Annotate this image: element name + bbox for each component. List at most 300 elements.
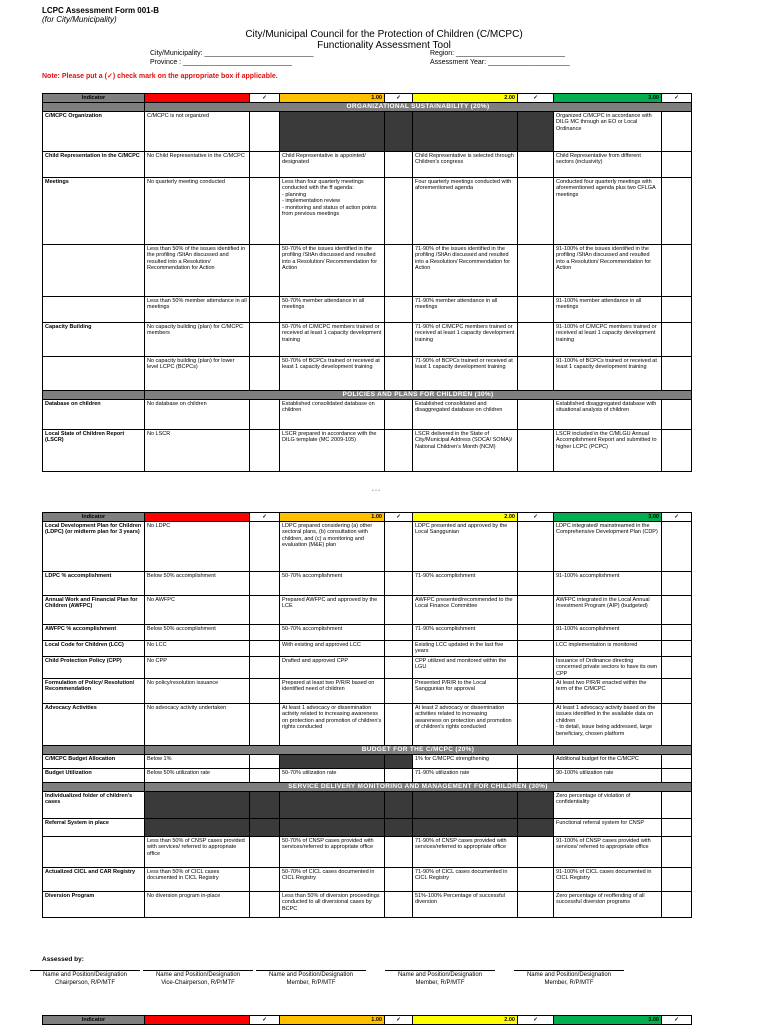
checkbox-cell[interactable] bbox=[250, 769, 280, 783]
criteria-cell: Less than 50% of CICL cases documented in CICL Registry bbox=[145, 868, 250, 892]
indicator-cell: Local State of Children Report (LSCR) bbox=[43, 430, 145, 472]
criteria-cell: Below 50% utilization rate bbox=[145, 769, 250, 783]
checkbox-cell[interactable] bbox=[250, 178, 280, 245]
header-check: ✓ bbox=[518, 513, 554, 522]
checkbox-cell[interactable] bbox=[518, 868, 554, 892]
criteria-cell: 91-100% of CNSP cases provided with services/ referred to appropriate office bbox=[554, 837, 662, 868]
checkbox-cell[interactable] bbox=[518, 178, 554, 245]
criteria-cell: 71-90% accomplishment bbox=[413, 572, 518, 596]
checkbox-cell[interactable] bbox=[250, 596, 280, 625]
criteria-cell: Organized C/MCPC in accordance with DILG MC through an EO or Local Ordinance bbox=[554, 112, 662, 152]
criteria-cell bbox=[413, 792, 518, 819]
header-check: ✓ bbox=[662, 513, 692, 522]
header-check: ✓ bbox=[250, 94, 280, 103]
indicator-cell: Child Representation in the C/MCPC bbox=[43, 152, 145, 178]
header-check: ✓ bbox=[385, 513, 413, 522]
assessment-table-page-2 bbox=[42, 512, 692, 918]
criteria-cell: 91-100% member attendance in all meetings bbox=[554, 297, 662, 323]
indicator-cell: Advocacy Activities bbox=[43, 704, 145, 746]
header-check: ✓ bbox=[662, 1016, 692, 1025]
criteria-cell: No AWFPC bbox=[145, 596, 250, 625]
table-row bbox=[43, 400, 692, 430]
criteria-cell: 50-70% member attendance in all meetings bbox=[280, 297, 385, 323]
checkbox-cell[interactable] bbox=[662, 892, 692, 918]
checkbox-cell[interactable] bbox=[250, 837, 280, 868]
signatory-name-label: Name and Position/Designation bbox=[526, 972, 612, 978]
checkbox-cell[interactable] bbox=[518, 641, 554, 657]
signature-slot bbox=[256, 970, 366, 987]
checkbox-cell[interactable] bbox=[250, 704, 280, 746]
criteria-cell: Presented P/R/R to the Local Sanggunian for approval bbox=[413, 679, 518, 704]
checkbox-cell[interactable] bbox=[250, 868, 280, 892]
criteria-cell: 91-100% accomplishment bbox=[554, 625, 662, 641]
header-score-red bbox=[145, 513, 250, 522]
indicator-cell: LDPC % accomplishment bbox=[43, 572, 145, 596]
header-score-3: 3.00 bbox=[554, 1016, 662, 1025]
table-row bbox=[43, 178, 692, 245]
table-row bbox=[43, 641, 692, 657]
checkbox-cell[interactable] bbox=[250, 656, 280, 678]
checkbox-cell[interactable] bbox=[662, 430, 692, 472]
checkbox-cell[interactable] bbox=[662, 522, 692, 572]
checkbox-cell[interactable] bbox=[385, 892, 413, 918]
header-check: ✓ bbox=[518, 94, 554, 103]
criteria-cell: 71-90% accomplishment bbox=[413, 625, 518, 641]
criteria-cell: Below 1% bbox=[145, 755, 250, 769]
indicator-cell: Formulation of Policy/ Resolution/ Recommendation bbox=[43, 679, 145, 704]
criteria-cell: Established consolidated database on children bbox=[280, 400, 385, 430]
checkbox-cell[interactable] bbox=[385, 152, 413, 178]
checkbox-cell[interactable] bbox=[250, 112, 280, 152]
section-organizational-sustainability bbox=[43, 103, 692, 112]
criteria-cell: At least 1 advocacy activity based on the issues identified in the available data on children - to detail, issue being addressed, large beneficiary, chosen platform bbox=[554, 704, 662, 746]
section-policies-and-plans bbox=[43, 391, 692, 400]
header-score-2: 2.00 bbox=[413, 1016, 518, 1025]
header-check: ✓ bbox=[518, 1016, 554, 1025]
checkbox-cell[interactable] bbox=[250, 245, 280, 297]
checkbox-cell[interactable] bbox=[662, 769, 692, 783]
checkbox-cell[interactable] bbox=[662, 868, 692, 892]
criteria-cell: 71-90% of C/MCPC members trained or received at least 1 capacity development training bbox=[413, 323, 518, 357]
checkbox-cell[interactable] bbox=[250, 679, 280, 704]
header-indicator: Indicator bbox=[43, 94, 145, 103]
indicator-cell bbox=[43, 837, 145, 868]
header-score-red bbox=[145, 94, 250, 103]
province-field: Province : ____________________________ bbox=[150, 59, 293, 66]
checkbox-cell[interactable] bbox=[250, 819, 280, 837]
criteria-cell: Additional budget for the C/MCPC bbox=[554, 755, 662, 769]
checkbox-cell[interactable] bbox=[518, 245, 554, 297]
checkbox-cell[interactable] bbox=[662, 400, 692, 430]
indicator-cell: Child Protection Policy (CPP) bbox=[43, 656, 145, 678]
section-service-delivery bbox=[43, 783, 692, 792]
header-check: ✓ bbox=[662, 94, 692, 103]
checkbox-cell[interactable] bbox=[662, 755, 692, 769]
checkbox-cell[interactable] bbox=[250, 792, 280, 819]
criteria-cell: Below 50% accomplishment bbox=[145, 572, 250, 596]
checkbox-cell[interactable] bbox=[250, 152, 280, 178]
section-spacer bbox=[43, 103, 145, 112]
criteria-cell: 50-70% accomplishment bbox=[280, 572, 385, 596]
table-row bbox=[43, 769, 692, 783]
table-row bbox=[43, 596, 692, 625]
checkbox-cell[interactable] bbox=[518, 152, 554, 178]
checkbox-cell[interactable] bbox=[250, 297, 280, 323]
assessed-by-label: Assessed by: bbox=[42, 956, 84, 963]
header-score-3: 3.00 bbox=[554, 94, 662, 103]
checkbox-cell[interactable] bbox=[385, 572, 413, 596]
checkbox-cell[interactable] bbox=[385, 178, 413, 245]
checkbox-cell[interactable] bbox=[385, 868, 413, 892]
checkbox-cell[interactable] bbox=[250, 357, 280, 391]
criteria-cell: At least 2 advocacy or dissemination activities related to increasing awareness on protection and promotion of children's rights conducted bbox=[413, 704, 518, 746]
table-header-row bbox=[43, 94, 692, 103]
criteria-cell: No capacity building (plan) for lower level LCPC (BCPCs) bbox=[145, 357, 250, 391]
checkbox-cell[interactable] bbox=[662, 152, 692, 178]
criteria-cell: 51%-100% Percentage of successful diversion bbox=[413, 892, 518, 918]
checkbox-cell[interactable] bbox=[518, 430, 554, 472]
criteria-cell: LDPC integrated/ mainstreamed in the Comprehensive Development Plan (CDP) bbox=[554, 522, 662, 572]
signature-slot bbox=[143, 970, 253, 987]
checkbox-cell[interactable] bbox=[385, 837, 413, 868]
checkbox-cell[interactable] bbox=[385, 755, 413, 769]
criteria-cell: 91-100% accomplishment bbox=[554, 572, 662, 596]
criteria-cell: 91-100% of BCPCs trained or received at least 1 capacity development training bbox=[554, 357, 662, 391]
criteria-cell bbox=[280, 792, 385, 819]
checkbox-cell[interactable] bbox=[662, 656, 692, 678]
table-row bbox=[43, 819, 692, 837]
indicator-cell: Budget Utilization bbox=[43, 769, 145, 783]
checkbox-cell[interactable] bbox=[662, 297, 692, 323]
checkbox-cell[interactable] bbox=[518, 323, 554, 357]
header-indicator: Indicator bbox=[43, 513, 145, 522]
section-budget bbox=[43, 746, 692, 755]
checkbox-cell[interactable] bbox=[518, 522, 554, 572]
indicator-cell: C/MCPC Organization bbox=[43, 112, 145, 152]
indicator-cell: AWFPC % accomplishment bbox=[43, 625, 145, 641]
page-marker: • • • bbox=[372, 488, 381, 494]
criteria-cell: 71-90% of BCPCs trained or received at least 1 capacity development training bbox=[413, 357, 518, 391]
checkbox-cell[interactable] bbox=[385, 522, 413, 572]
checkbox-cell[interactable] bbox=[250, 641, 280, 657]
header-check: ✓ bbox=[250, 513, 280, 522]
criteria-cell: Zero percentage of reoffending of all successful diversion programs bbox=[554, 892, 662, 918]
table-row bbox=[43, 112, 692, 152]
checkbox-cell[interactable] bbox=[518, 679, 554, 704]
header-indicator: Indicator bbox=[43, 1016, 145, 1025]
indicator-cell: Referral System in place bbox=[43, 819, 145, 837]
criteria-cell: Child Representative is appointed/ designated bbox=[280, 152, 385, 178]
signature-slot bbox=[30, 970, 140, 987]
table-row bbox=[43, 323, 692, 357]
signatory-role: Member, R/P/MTF bbox=[544, 979, 594, 986]
criteria-cell: 50-70% accomplishment bbox=[280, 625, 385, 641]
checkbox-cell[interactable] bbox=[518, 572, 554, 596]
signatory-role: Member, R/P/MTF bbox=[415, 979, 465, 986]
signature-line bbox=[143, 970, 253, 971]
criteria-cell: 71-90% member attendance in all meetings bbox=[413, 297, 518, 323]
signatory-name-label: Name and Position/Designation bbox=[268, 972, 354, 978]
criteria-cell: 71-90% of the issues identified in the profiling /SItAn discussed and resulted into a Resolution/ Recommendation for Action bbox=[413, 245, 518, 297]
section-title: SERVICE DELIVERY MONITORING AND MANAGEMENT FOR CHILDREN (30%) bbox=[145, 783, 692, 792]
section-spacer bbox=[43, 391, 145, 400]
checkbox-cell[interactable] bbox=[385, 819, 413, 837]
header-score-1: 1.00 bbox=[280, 513, 385, 522]
indicator-cell: Diversion Program bbox=[43, 892, 145, 918]
criteria-cell: Less than 50% of the issues identified in the profiling /SItAn discussed and resulted into a Resolution/ Recommendation for Action bbox=[145, 245, 250, 297]
checkbox-cell[interactable] bbox=[662, 704, 692, 746]
checkbox-cell[interactable] bbox=[518, 704, 554, 746]
checkbox-cell[interactable] bbox=[385, 400, 413, 430]
criteria-cell bbox=[280, 819, 385, 837]
checkbox-cell[interactable] bbox=[250, 755, 280, 769]
signature-slot bbox=[514, 970, 624, 987]
table-row bbox=[43, 792, 692, 819]
indicator-cell: Local Development Plan for Children (LDPC) (or midterm plan for 3 years) bbox=[43, 522, 145, 572]
criteria-cell: CPP utilized and monitored within the LGU bbox=[413, 656, 518, 678]
table-row bbox=[43, 357, 692, 391]
table-row bbox=[43, 430, 692, 472]
signatory-role: Chairperson, R/P/MTF bbox=[54, 979, 115, 986]
table-row bbox=[43, 892, 692, 918]
criteria-cell: LSCR prepared in accordance with the DILG template (MC 2009-105) bbox=[280, 430, 385, 472]
checkbox-cell[interactable] bbox=[662, 641, 692, 657]
checkbox-cell[interactable] bbox=[385, 297, 413, 323]
header-score-1: 1.00 bbox=[280, 1016, 385, 1025]
criteria-cell: Drafted and approved CPP bbox=[280, 656, 385, 678]
table-row bbox=[43, 245, 692, 297]
assessment-table-page-1 bbox=[42, 93, 692, 472]
checkbox-cell[interactable] bbox=[518, 892, 554, 918]
checkbox-cell[interactable] bbox=[662, 819, 692, 837]
checkbox-cell[interactable] bbox=[385, 112, 413, 152]
criteria-cell: Zero percentage of violation of confidentiality bbox=[554, 792, 662, 819]
checkbox-cell[interactable] bbox=[385, 625, 413, 641]
criteria-cell: AWFPC integrated in the Local Annual Investment Program (AIP) (budgeted) bbox=[554, 596, 662, 625]
criteria-cell: At least 1 advocacy or dissemination activity related to increasing awareness on protection and promotion of children's rights conducted bbox=[280, 704, 385, 746]
criteria-cell: Prepared at least two P/R/R based on identified need of children bbox=[280, 679, 385, 704]
criteria-cell: 91-100% of the issues identified in the profiling /SItAn discussed and resulted into a Resolution/ Recommendation for Action bbox=[554, 245, 662, 297]
checkbox-cell[interactable] bbox=[385, 656, 413, 678]
table-row bbox=[43, 297, 692, 323]
criteria-cell: No LSCR bbox=[145, 430, 250, 472]
checkbox-cell[interactable] bbox=[518, 400, 554, 430]
checkbox-cell[interactable] bbox=[385, 679, 413, 704]
checkbox-cell[interactable] bbox=[385, 641, 413, 657]
header-score-red bbox=[145, 1016, 250, 1025]
criteria-cell bbox=[280, 755, 385, 769]
header-check: ✓ bbox=[385, 1016, 413, 1025]
criteria-cell: No LDPC bbox=[145, 522, 250, 572]
header-score-1: 1.00 bbox=[280, 94, 385, 103]
table-row bbox=[43, 755, 692, 769]
criteria-cell: Prepared AWFPC and approved by the LCE bbox=[280, 596, 385, 625]
checkbox-cell[interactable] bbox=[385, 245, 413, 297]
header-score-3: 3.00 bbox=[554, 513, 662, 522]
section-title: BUDGET FOR THE C/MCPC (20%) bbox=[145, 746, 692, 755]
criteria-cell bbox=[145, 819, 250, 837]
checkbox-cell[interactable] bbox=[518, 596, 554, 625]
criteria-cell: Less than 50% of diversion proceedings conducted to all diversional cases by BCPC bbox=[280, 892, 385, 918]
checkbox-cell[interactable] bbox=[518, 112, 554, 152]
checkbox-cell[interactable] bbox=[385, 792, 413, 819]
table-row bbox=[43, 625, 692, 641]
criteria-cell: No Child Representative in the C/MCPC bbox=[145, 152, 250, 178]
indicator-cell: Individualized folder of children's cases bbox=[43, 792, 145, 819]
indicator-cell bbox=[43, 357, 145, 391]
criteria-cell: 90-100% utilization rate bbox=[554, 769, 662, 783]
table-row bbox=[43, 522, 692, 572]
criteria-cell: Child Representative is selected through Children's congress bbox=[413, 152, 518, 178]
checkbox-cell[interactable] bbox=[518, 656, 554, 678]
indicator-cell bbox=[43, 297, 145, 323]
section-spacer bbox=[43, 783, 145, 792]
signatory-role: Member, R/P/MTF bbox=[286, 979, 336, 986]
criteria-cell: Issuance of Ordinance directing concerned private sectors to have its own CPP bbox=[554, 656, 662, 678]
criteria-cell: Conducted four quarterly meetings with aforementioned agenda plus two CFLGA meetings bbox=[554, 178, 662, 245]
checkbox-cell[interactable] bbox=[518, 297, 554, 323]
criteria-cell: Four quarterly meetings conducted with aforementioned agenda bbox=[413, 178, 518, 245]
checkbox-cell[interactable] bbox=[385, 769, 413, 783]
checkbox-cell[interactable] bbox=[518, 625, 554, 641]
checkbox-cell[interactable] bbox=[250, 572, 280, 596]
table-row bbox=[43, 656, 692, 678]
checkbox-cell[interactable] bbox=[662, 178, 692, 245]
checkbox-cell[interactable] bbox=[250, 430, 280, 472]
criteria-cell: 50-70% of CNSP cases provided with services/referred to appropriate office bbox=[280, 837, 385, 868]
criteria-cell: 50-70% utilization rate bbox=[280, 769, 385, 783]
criteria-cell: 50-70% of BCPCs trained or received at least 1 capacity development training bbox=[280, 357, 385, 391]
criteria-cell bbox=[145, 792, 250, 819]
criteria-cell: C/MCPC is not organized bbox=[145, 112, 250, 152]
checkbox-cell[interactable] bbox=[385, 430, 413, 472]
checkbox-cell[interactable] bbox=[250, 522, 280, 572]
checkbox-cell[interactable] bbox=[662, 112, 692, 152]
signature-line bbox=[256, 970, 366, 971]
checkbox-cell[interactable] bbox=[662, 679, 692, 704]
checkbox-cell[interactable] bbox=[662, 837, 692, 868]
checkbox-cell[interactable] bbox=[518, 819, 554, 837]
criteria-cell: Less than four quarterly meetings conducted with the ff agenda: - planning - implementation review - monitoring and status of action points from previous meetings bbox=[280, 178, 385, 245]
checkbox-cell[interactable] bbox=[250, 400, 280, 430]
criteria-cell: 91-100% of CICL cases documented in CICL Registry bbox=[554, 868, 662, 892]
form-id-text: LCPC Assessment Form 001-B bbox=[42, 6, 160, 15]
table-row bbox=[43, 837, 692, 868]
checkbox-cell[interactable] bbox=[662, 792, 692, 819]
checkbox-cell[interactable] bbox=[662, 323, 692, 357]
criteria-cell: 71-90% utilization rate bbox=[413, 769, 518, 783]
criteria-cell: No database on children bbox=[145, 400, 250, 430]
checkbox-cell[interactable] bbox=[662, 596, 692, 625]
criteria-cell: With existing and approved LCC bbox=[280, 641, 385, 657]
checkbox-cell[interactable] bbox=[662, 245, 692, 297]
checkbox-cell[interactable] bbox=[518, 792, 554, 819]
criteria-cell: No diversion program in-place bbox=[145, 892, 250, 918]
document-title bbox=[0, 29, 768, 51]
indicator-cell: Meetings bbox=[43, 178, 145, 245]
criteria-cell bbox=[413, 819, 518, 837]
criteria-cell: No advocacy activity undertaken bbox=[145, 704, 250, 746]
signature-line bbox=[514, 970, 624, 971]
criteria-cell: LSCR included in the C/MLGU Annual Accomplishment Report and submitted to higher LCPC (PCPC) bbox=[554, 430, 662, 472]
checkbox-cell[interactable] bbox=[250, 323, 280, 357]
checkbox-cell[interactable] bbox=[662, 625, 692, 641]
checkbox-cell[interactable] bbox=[662, 357, 692, 391]
criteria-cell: No capacity building (plan) for C/MCPC members bbox=[145, 323, 250, 357]
signature-line bbox=[385, 970, 495, 971]
indicator-cell: Database on children bbox=[43, 400, 145, 430]
criteria-cell: Below 50% accomplishment bbox=[145, 625, 250, 641]
checkbox-cell[interactable] bbox=[385, 596, 413, 625]
checkbox-cell[interactable] bbox=[385, 704, 413, 746]
checkbox-cell[interactable] bbox=[518, 837, 554, 868]
indicator-cell: Annual Work and Financial Plan for Children (AWFPC) bbox=[43, 596, 145, 625]
criteria-cell: No CPP bbox=[145, 656, 250, 678]
criteria-cell: Less than 50% member attendance in all meetings bbox=[145, 297, 250, 323]
criteria-cell: LSCR delivered in the State of City/Municipal Address (SOCA/ SOMA)/ National Children's Month (NCM) bbox=[413, 430, 518, 472]
section-title: POLICIES AND PLANS FOR CHILDREN (30%) bbox=[145, 391, 692, 400]
form-id bbox=[42, 6, 159, 24]
checkbox-cell[interactable] bbox=[518, 755, 554, 769]
table-header-row bbox=[43, 1016, 692, 1025]
criteria-cell: Existing LCC updated in the last five years bbox=[413, 641, 518, 657]
criteria-cell: 50-70% of the issues identified in the profiling /SItAn discussed and resulted into a Resolution/ Recommendation for Action bbox=[280, 245, 385, 297]
title-line-2: Functionality Assessment Tool bbox=[317, 40, 451, 51]
checkbox-cell[interactable] bbox=[385, 357, 413, 391]
table-row bbox=[43, 704, 692, 746]
criteria-cell: No policy/resolution issuance bbox=[145, 679, 250, 704]
city-field: City/Municipality: ____________________________ bbox=[150, 50, 314, 57]
criteria-cell bbox=[280, 112, 385, 152]
criteria-cell: LDPC prepared considering (a) other sectoral plans, (b) consultation with children, and (c) a monitoring and evaluation (M&E) plan bbox=[280, 522, 385, 572]
criteria-cell: 50-70% of CICL cases documented in CICL Registry bbox=[280, 868, 385, 892]
criteria-cell: No LCC bbox=[145, 641, 250, 657]
criteria-cell: Functional referral system for CNSP bbox=[554, 819, 662, 837]
signatory-name-label: Name and Position/Designation bbox=[397, 972, 483, 978]
criteria-cell: LCC implementation is monitored bbox=[554, 641, 662, 657]
checkbox-cell[interactable] bbox=[518, 357, 554, 391]
checkbox-cell[interactable] bbox=[662, 572, 692, 596]
table-row bbox=[43, 868, 692, 892]
indicator-cell: Local Code for Children (LCC) bbox=[43, 641, 145, 657]
criteria-cell bbox=[413, 112, 518, 152]
checkbox-cell[interactable] bbox=[385, 323, 413, 357]
signatory-name-label: Name and Position/Designation bbox=[155, 972, 241, 978]
criteria-cell: 71-90% of CNSP cases provided with services/referred to appropriate office bbox=[413, 837, 518, 868]
region-field: Region: ____________________________ bbox=[430, 50, 566, 57]
indicator-cell: Capacity Building bbox=[43, 323, 145, 357]
checkbox-cell[interactable] bbox=[518, 769, 554, 783]
section-spacer bbox=[43, 746, 145, 755]
title-line-1: City/Municipal Council for the Protection of Children (C/MCPC) bbox=[245, 29, 523, 40]
criteria-cell: 71-90% of CICL cases documented in CICL Registry bbox=[413, 868, 518, 892]
checkbox-cell[interactable] bbox=[250, 625, 280, 641]
assessment-year-field: Assessment Year: _____________________ bbox=[430, 59, 570, 66]
indicator-cell: C/MCPC Budget Allocation bbox=[43, 755, 145, 769]
signatory-name-label: Name and Position/Designation bbox=[42, 972, 128, 978]
criteria-cell: Established consolidated and disaggregated database on children bbox=[413, 400, 518, 430]
indicator-cell bbox=[43, 245, 145, 297]
criteria-cell: No quarterly meeting conducted bbox=[145, 178, 250, 245]
table-row bbox=[43, 572, 692, 596]
criteria-cell: Child Representative from different sectors (inclusivity) bbox=[554, 152, 662, 178]
criteria-cell: LDPC presented and approved by the Local Sanggunian bbox=[413, 522, 518, 572]
checkbox-cell[interactable] bbox=[250, 892, 280, 918]
header-check: ✓ bbox=[385, 94, 413, 103]
signature-line bbox=[30, 970, 140, 971]
form-subtitle: (for City/Municipality) bbox=[42, 15, 117, 24]
table-header-row bbox=[43, 513, 692, 522]
